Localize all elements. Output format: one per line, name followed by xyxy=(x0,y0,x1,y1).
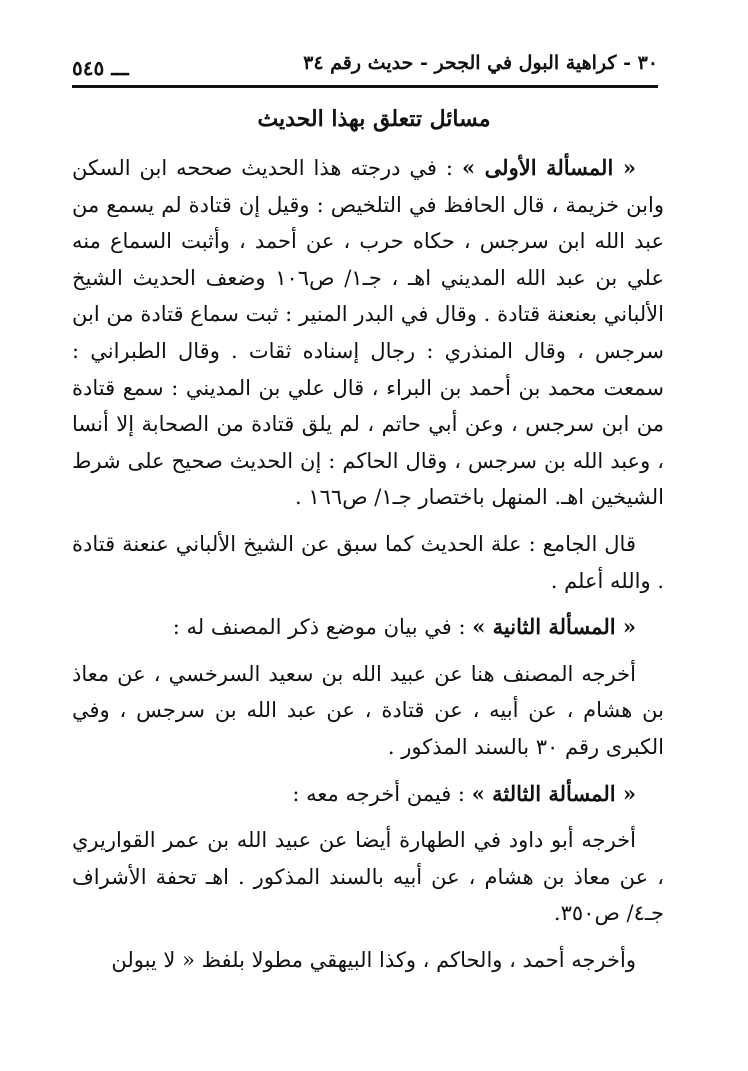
paragraph-issue-three xyxy=(72,776,664,813)
issue-two-label: « المسألة الثانية » xyxy=(472,614,636,640)
section-title: مسائل تتعلق بهذا الحديث xyxy=(257,106,491,132)
page-number: ـــ ٥٤٥ xyxy=(72,56,129,80)
paragraph-issue-two xyxy=(72,609,664,646)
paragraph-author-source xyxy=(72,656,664,766)
header-rule xyxy=(72,85,658,88)
issue-one-text: : في درجته هذا الحديث صححه ابن السكن وابن خزيمة ، قال الحافظ في التلخيص : وقيل إن قتادة لم يسمع من عبد الله ابن سرجس ، حكاه حرب ، عن أحمد ، وأثبت السماع منه علي بن عبد الله المديني اهـ ، جـ١/ ص١٠٦ وضعف الحديث الشيخ الألباني بعنعنة قتادة . وقال في البدر المنير : ثبت سماع قتادة من ابن سرجس ، وقال المنذري : رجال إسناده ثقات . وقال الطبراني : سمعت محمد بن أحمد بن البراء ، قال علي بن المديني : سمع قتادة من ابن سرجس ، وعن أبي حاتم ، لم يلق قتادة من الصحابة إلا أنسا ، وعبد الله بن سرجس ، وقال الحاكم : إن الحديث صحيح على شرط الشيخين اهـ. المنهل باختصار جـ١/ ص١٦٦ . xyxy=(72,156,664,510)
body-text xyxy=(72,150,664,988)
issue-three-text: : فيمن أخرجه معه : xyxy=(292,781,472,806)
abu-dawud-text: أخرجه أبو داود في الطهارة أيضا عن عبيد الله بن عمر القواريري ، عن معاذ بن هشام ، عن أبيه بالسند المذكور . اهـ تحفة الأشراف جـ٤/ ص٣٥٠. xyxy=(72,828,664,926)
compiler-note-text: قال الجامع : علة الحديث كما سبق عن الشيخ الألباني عنعنة قتادة . والله أعلم . xyxy=(72,531,664,593)
ahmad-hakim-text: وأخرجه أحمد ، والحاكم ، وكذا البيهقي مطولا بلفظ « لا يبولن xyxy=(111,947,636,972)
paragraph-ahmad-hakim xyxy=(72,942,664,979)
issue-two-text: : في بيان موضع ذكر المصنف له : xyxy=(172,615,473,640)
issue-one-label: « المسألة الأولى » xyxy=(461,155,636,180)
paragraph-issue-one xyxy=(72,150,664,516)
paragraph-compiler-note xyxy=(72,526,664,599)
author-source-text: أخرجه المصنف هنا عن عبيد الله بن سعيد السرخسي ، عن معاذ بن هشام ، عن أبيه ، عن قتادة ، عن عبد الله بن سرجس ، وفي الكبرى رقم ٣٠ بالسند المذكور . xyxy=(72,661,664,759)
issue-three-label: « المسألة الثالثة » xyxy=(471,780,636,806)
running-head: ٣٠ - كراهية البول في الجحر - حديث رقم ٣٤ xyxy=(303,52,658,74)
paragraph-abu-dawud xyxy=(72,822,664,932)
page-header xyxy=(72,52,658,92)
